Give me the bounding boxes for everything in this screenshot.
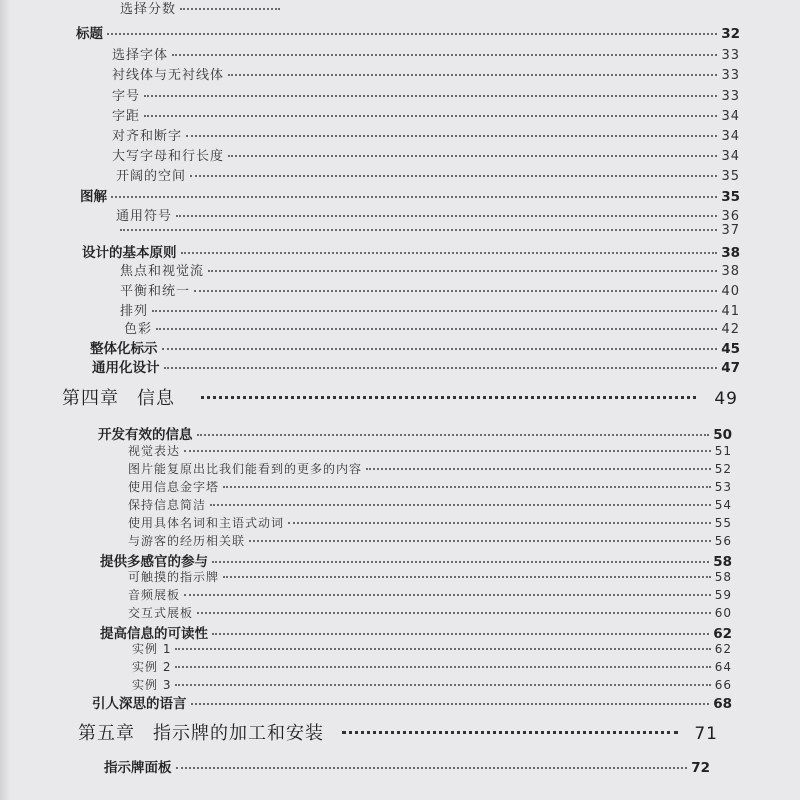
toc-entry: 实例 2 64	[132, 660, 732, 674]
toc-entry: 开发有效的信息 50	[98, 427, 732, 443]
toc-entry: 提高信息的可读性 62	[100, 626, 732, 642]
toc-entry-top-fragment: 选择分数	[120, 0, 680, 17]
toc-entry: 平衡和统一 40	[120, 284, 740, 299]
toc-entry: 衬线体与无衬线体 33	[112, 68, 740, 83]
toc-entry: 视觉表达 51	[128, 444, 732, 458]
toc-entry: 字号 33	[112, 89, 740, 104]
toc-entry: 37	[116, 223, 740, 238]
toc-entry: 整体化标示 45	[90, 341, 740, 357]
toc-entry: 交互式展板 60	[128, 606, 732, 620]
toc-entry: 对齐和断字 34	[112, 129, 740, 144]
toc-entry: 图解 35	[80, 189, 740, 205]
toc-entry: 开阔的空间 35	[116, 169, 740, 184]
toc-entry: 指示牌面板 72	[104, 760, 710, 776]
chapter-heading: 第五章 指示牌的加工和安装 71	[78, 723, 718, 744]
toc-entry: 大写字母和行长度 34	[112, 149, 740, 164]
toc-entry: 通用化设计 47	[92, 360, 740, 376]
toc-entry: 与游客的经历相关联 56	[128, 534, 732, 548]
toc-entry: 使用信息金字塔 53	[128, 480, 732, 494]
toc-entry: 色彩 42	[124, 322, 740, 337]
toc-entry: 实例 1 62	[132, 642, 732, 656]
toc-entry: 字距 34	[112, 109, 740, 124]
toc-entry: 标题 32	[76, 26, 740, 42]
toc-entry: 提供多感官的参与 58	[100, 554, 732, 570]
toc-entry: 实例 3 66	[132, 678, 732, 692]
page-gutter	[0, 0, 10, 800]
chapter-heading: 第四章 信息 49	[62, 388, 738, 409]
toc-entry: 排列 41	[120, 304, 740, 319]
toc-entry: 选择字体 33	[112, 48, 740, 63]
toc-entry: 通用符号 36	[116, 209, 740, 224]
toc-entry: 设计的基本原则 38	[82, 245, 740, 261]
toc-entry: 使用具体名词和主语式动词 55	[128, 516, 732, 530]
toc-entry: 可触摸的指示牌 58	[128, 570, 732, 584]
toc-entry: 引人深思的语言 68	[92, 696, 732, 712]
toc-entry: 图片能复原出比我们能看到的更多的内容 52	[128, 462, 732, 476]
toc-entry: 音频展板 59	[128, 588, 732, 602]
toc-entry: 焦点和视觉流 38	[120, 264, 740, 279]
toc-entry: 保持信息简洁 54	[128, 498, 732, 512]
